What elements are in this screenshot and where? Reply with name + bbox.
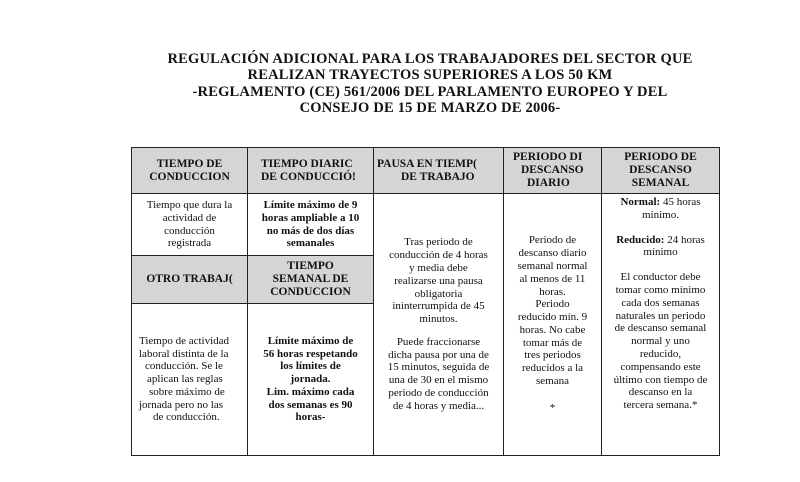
cell-tiempo-conduccion-def: Tiempo que dura la actividad de conducción registrada: [132, 194, 248, 256]
header-periodo-semanal: PERIODO DE DESCANSO SEMANAL: [602, 148, 720, 194]
asterisk-note: *: [549, 401, 556, 414]
cell-descanso-diario: Periodo de descanso diario semanal normal al menos de 11 horas. Periodo reducido mín. 9 horas. No cabe tomar más de tres periodos reducidos a la semana *: [504, 194, 602, 456]
cell-limite-semanal: Límite máximo de 56 horas respetando los límites de jornada. Lim. máximo cada dos semanas es 90 horas-: [248, 304, 374, 456]
cell-descanso-semanal: Normal: 45 horas mínimo. Reducido: 24 horas mínimo El conductor debe tomar como mínimo cada dos semanas naturales un periodo de descanso semanal normal y uno reducido, compensando este último con tiempo de descanso en la tercera semana.*: [602, 194, 720, 456]
cell-otro-trabajo-def: Tiempo de actividad laboral distinta de la conducción. Se le aplican las reglas sobre máximo de jornada pero no las de conducción.: [132, 304, 248, 456]
title-line-1: REGULACIÓN ADICIONAL PARA LOS TRABAJADORES DEL SECTOR QUE: [167, 51, 693, 67]
header-tiempo-semanal: TIEMPO SEMANAL DE CONDUCCION: [248, 256, 374, 304]
title-line-2: REALIZAN TRAYECTOS SUPERIORES A LOS 50 KM: [247, 67, 613, 84]
cell-limite-diario: Límite máximo de 9 horas ampliable a 10 no más de dos días semanales: [248, 194, 374, 256]
cell-pausa: Tras periodo de conducción de 4 horas y media debe realizarse una pausa obligatoria ininterrumpida de 45 minutos. Puede fraccionarse dicha pausa por una de 15 minutos, seguida de una de 30 en el mismo periodo de conducción de 4 horas y media...: [374, 194, 504, 456]
header-periodo-diario: PERIODO DI DESCANSO DIARIO: [504, 148, 602, 194]
document-title: [120, 51, 740, 117]
header-tiempo-diario: TIEMPO DIARIC DE CONDUCCIÓ!: [248, 148, 374, 194]
header-otro-trabajo: OTRO TRABAJ(: [132, 256, 248, 304]
header-pausa: PAUSA EN TIEMP( DE TRABAJO: [374, 148, 504, 194]
regulation-table: [131, 147, 720, 456]
header-tiempo-conduccion: TIEMPO DE CONDUCCION: [132, 148, 248, 194]
title-line-3: -REGLAMENTO (CE) 561/2006 DEL PARLAMENTO EUROPEO Y DEL: [192, 83, 668, 100]
title-line-4: CONSEJO DE 15 DE MARZO DE 2006-: [299, 100, 561, 117]
